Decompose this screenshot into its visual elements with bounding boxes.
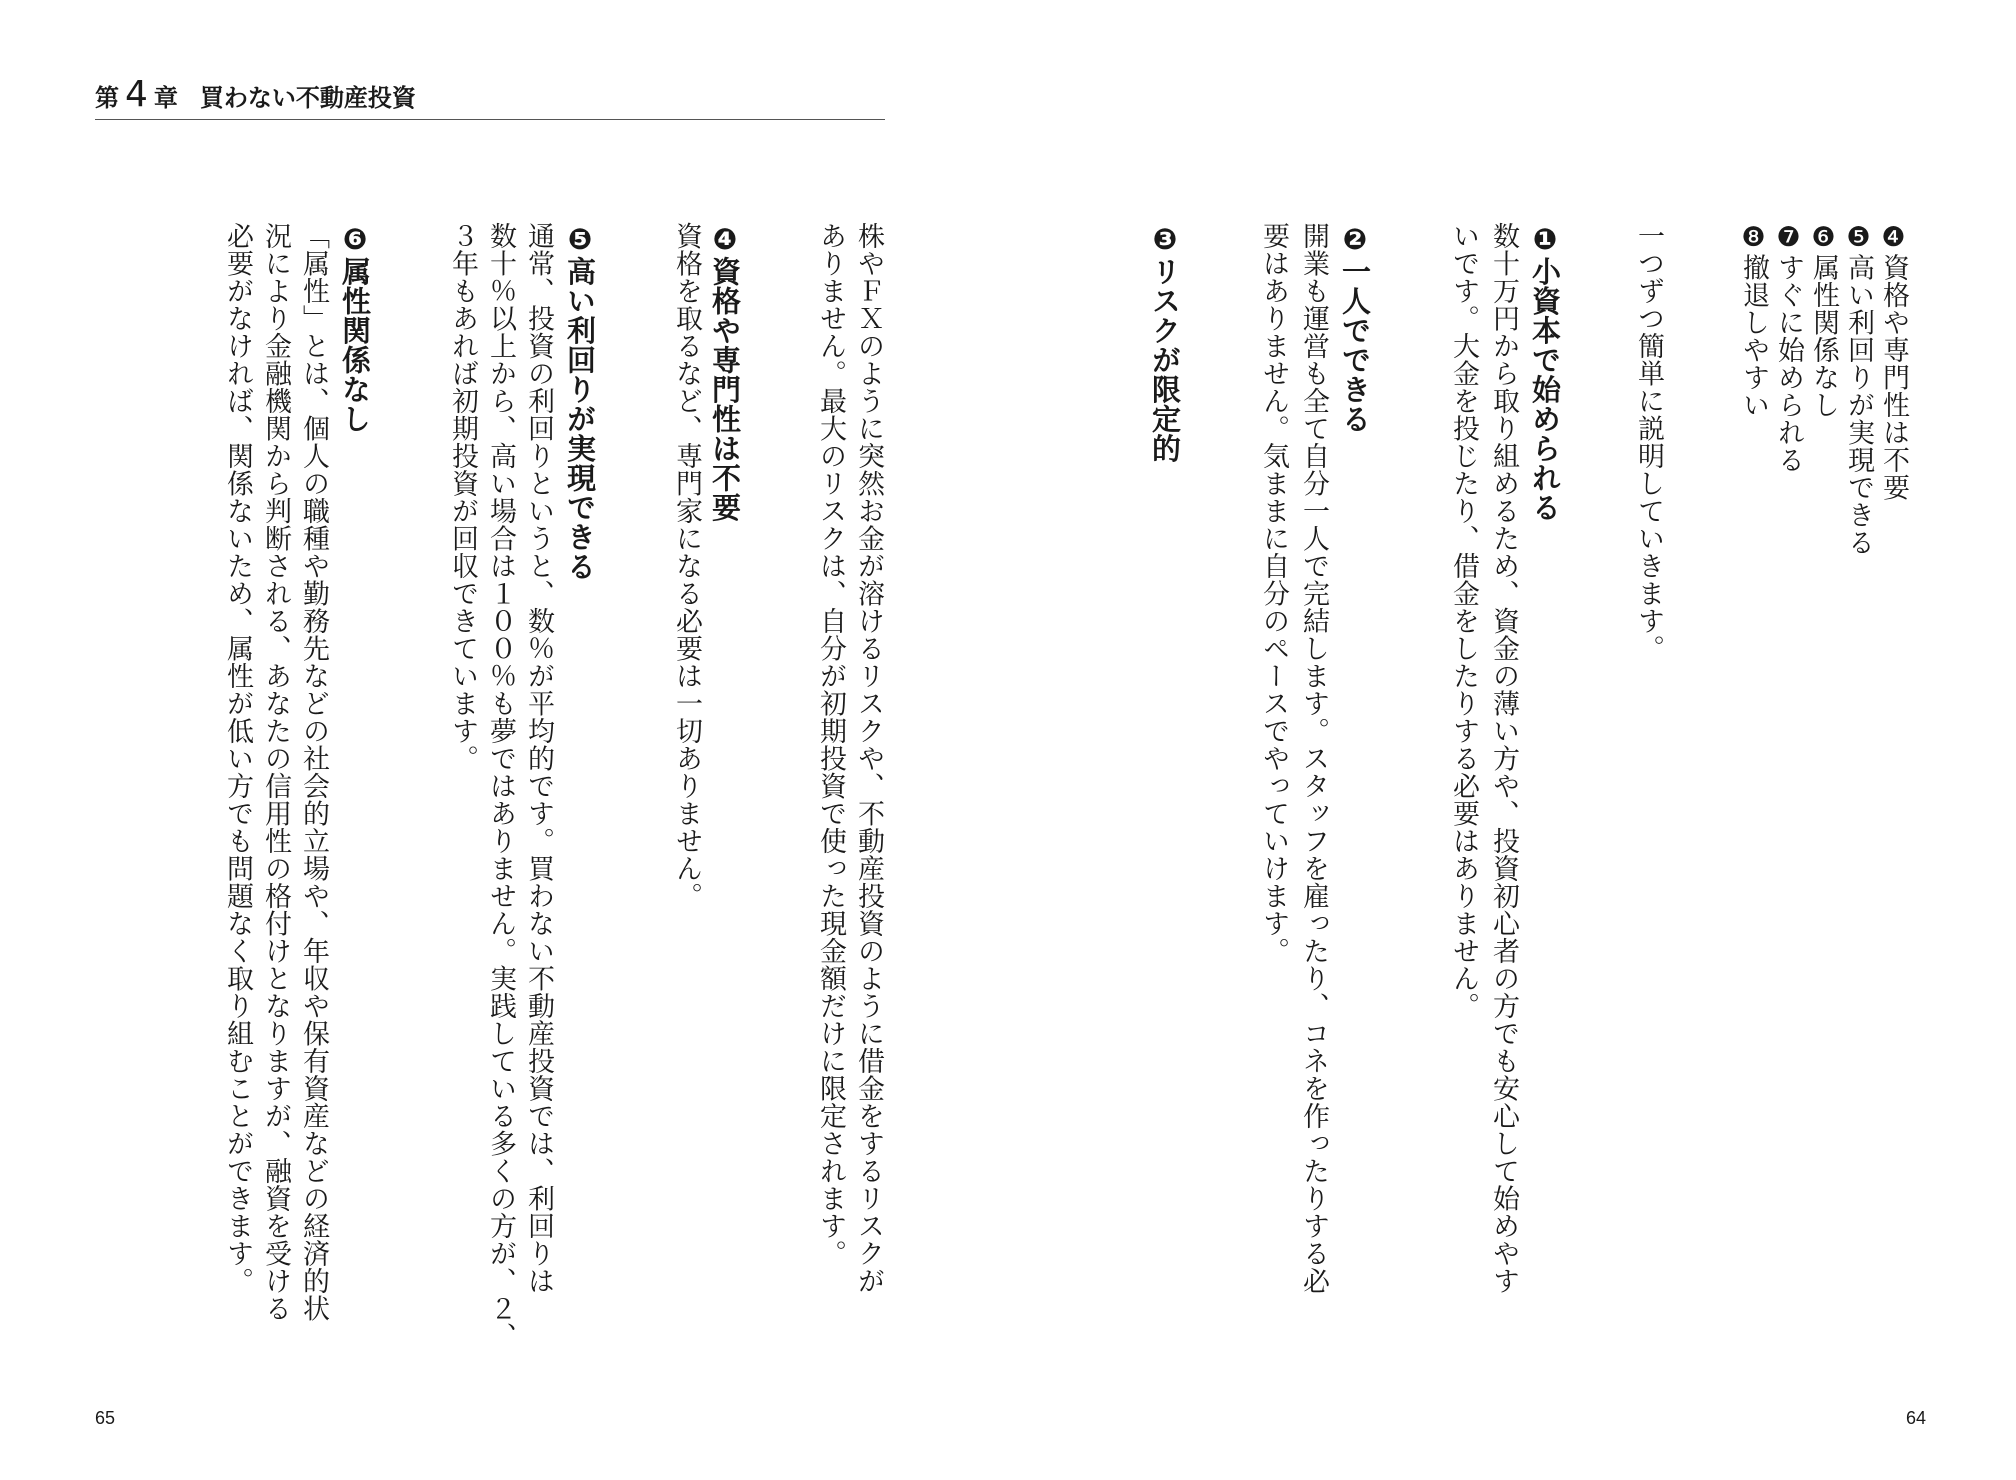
section-heading: ❸リスクが限定的 — [1148, 222, 1182, 463]
page-number-right: 64 — [1906, 1408, 1927, 1428]
text-column: ３年もあれば初期投資が回収できています。 — [447, 222, 478, 772]
text-column: 株やＦＸのように突然お金が溶けるリスクや、不動産投資のように借金をするリスクが — [853, 222, 884, 1295]
section-heading: ❻属性関係なし — [338, 222, 372, 434]
section-heading: ❹資格や専門性は不要 — [708, 222, 742, 522]
section-heading: ❶小資本で始められる — [1528, 222, 1562, 522]
text-column: ❼すぐに始められる — [1773, 222, 1804, 474]
text-column: 数十％以上から、高い場合は１００％も夢ではありません。実践している多くの方が、２、 — [485, 222, 516, 1350]
text-column: いです。大金を投じたり、借金をしたりする必要はありません。 — [1448, 222, 1479, 1020]
page-number-left: 65 — [95, 1408, 116, 1428]
text-column: 況により金融機関から判断される、あなたの信用性の格付けとなりますが、融資を受ける — [260, 222, 291, 1322]
text-column: 資格を取るなど、専門家になる必要は一切ありません。 — [671, 222, 702, 910]
text-column: 通常、投資の利回りというと、数％が平均的です。買わない不動産投資では、利回りは — [523, 222, 554, 1295]
chapter-prefix: 第 — [95, 84, 119, 112]
text-column: ❹資格や専門性は不要 — [1878, 222, 1909, 501]
running-header — [95, 74, 885, 120]
text-column: ❻属性関係なし — [1808, 222, 1839, 419]
chapter-number: 4 — [125, 74, 148, 115]
text-column: 開業も運営も全て自分一人で完結します。スタッフを雇ったり、コネを作ったりする必 — [1298, 222, 1329, 1295]
chapter-title: 買わない不動産投資 — [199, 84, 416, 112]
chapter-suffix: 章 — [153, 84, 178, 112]
text-column: ありません。最大のリスクは、自分が初期投資で使った現金額だけに限定されます。 — [815, 222, 846, 1267]
text-column: ❽撤退しやすい — [1738, 222, 1769, 419]
text-column: 必要がなければ、関係ないため、属性が低い方でも問題なく取り組むことができます。 — [222, 222, 253, 1295]
section-heading: ❷一人でできる — [1338, 222, 1372, 434]
text-column: 一つずつ簡単に説明していきます。 — [1633, 222, 1664, 662]
section-heading: ❺高い利回りが実現できる — [563, 222, 597, 581]
text-column: 数十万円から取り組めるため、資金の薄い方や、投資初心者の方でも安心して始めやす — [1488, 222, 1519, 1295]
text-column: ❺高い利回りが実現できる — [1843, 222, 1874, 556]
text-column: 要はありません。気ままに自分のペースでやっていけます。 — [1258, 222, 1289, 965]
text-column: 「属性」とは、個人の職種や勤務先などの社会的立場や、年収や保有資産などの経済的状 — [298, 222, 329, 1322]
